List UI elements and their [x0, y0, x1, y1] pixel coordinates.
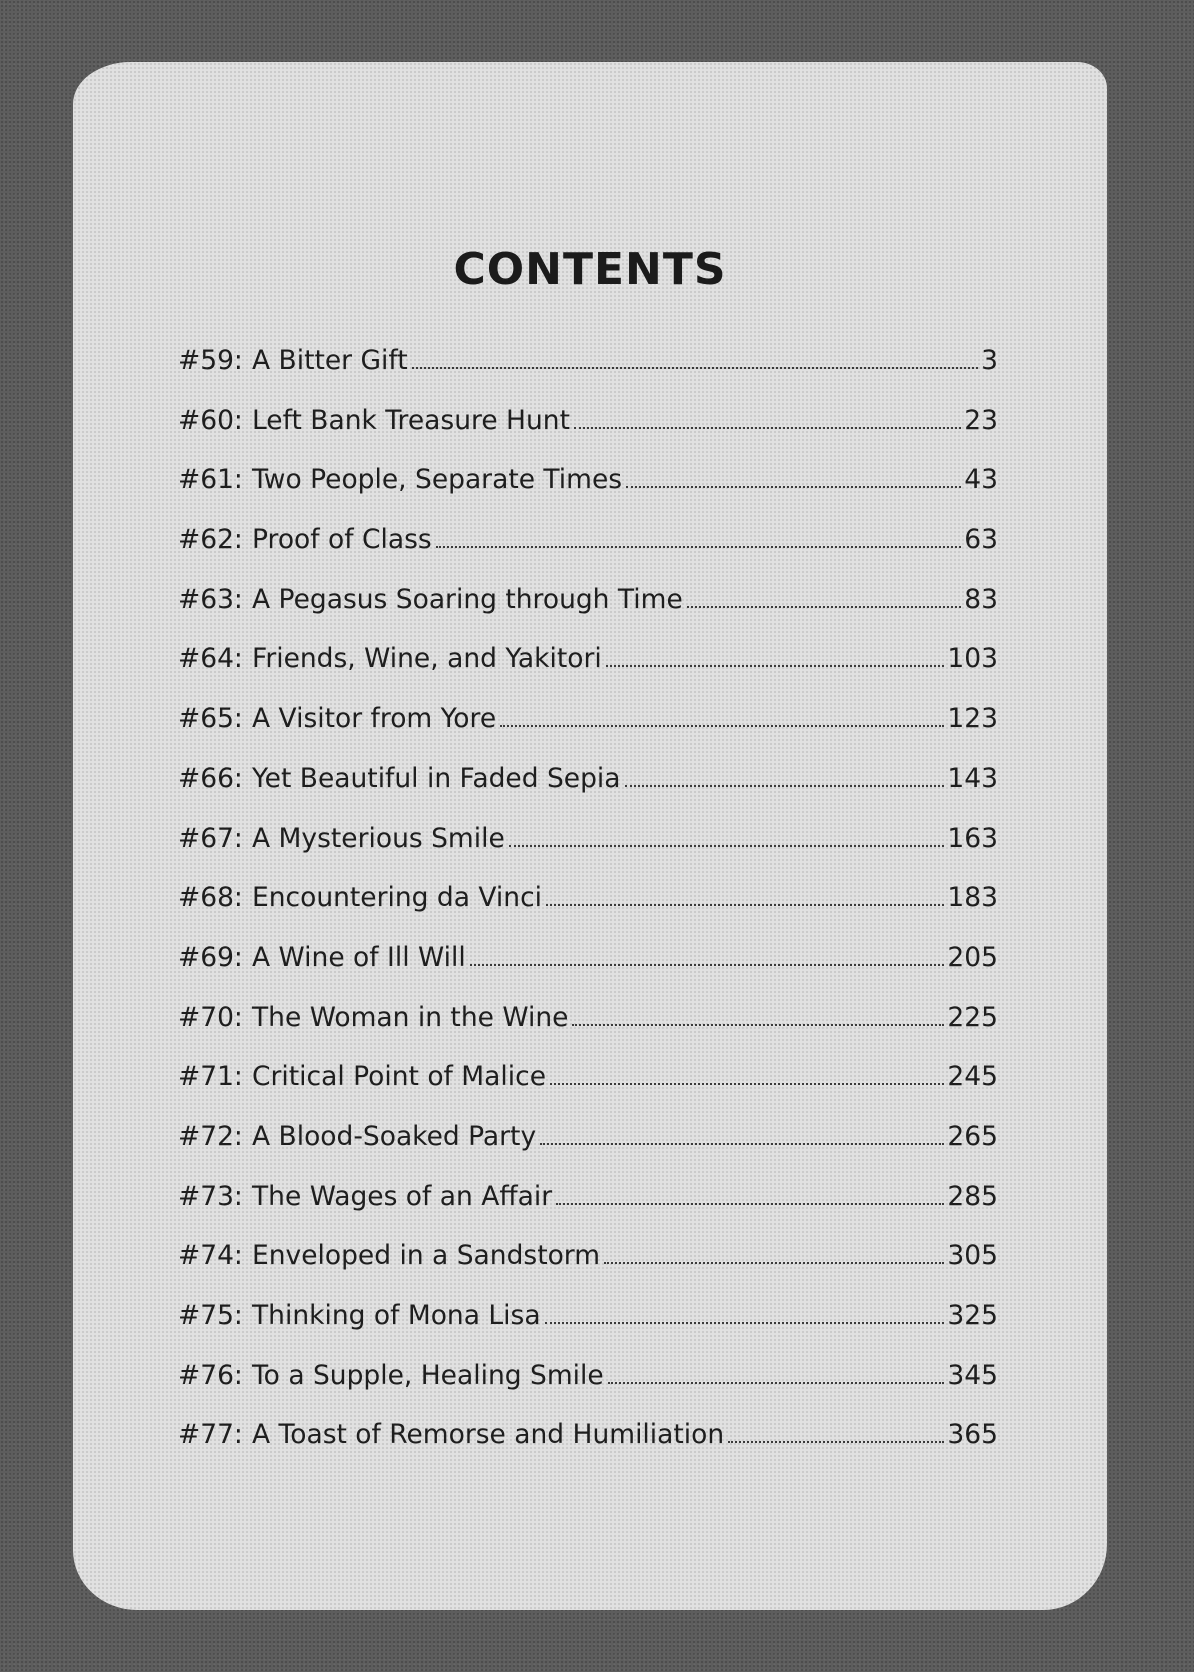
contents-entry: [178, 1419, 998, 1479]
page-number: 23: [964, 404, 998, 436]
contents-panel: [73, 62, 1107, 1610]
chapter-title: To a Supple, Healing Smile: [252, 1359, 604, 1391]
page-number: 63: [964, 524, 998, 556]
dot-leader: [728, 1440, 944, 1443]
dot-leader: [604, 1261, 944, 1264]
chapter-title: A Bitter Gift: [252, 345, 408, 376]
page-number: 3: [981, 345, 998, 376]
contents-entry: [178, 763, 998, 823]
contents-entry: [178, 1181, 998, 1241]
contents-entry: [178, 345, 998, 405]
chapter-title: A Wine of Ill Will: [252, 941, 466, 973]
contents-entry: [178, 405, 998, 465]
chapter-number: #60:: [178, 404, 243, 436]
dot-leader: [545, 1321, 945, 1324]
contents-entry: [178, 1240, 998, 1300]
dot-leader: [687, 605, 962, 608]
contents-entry: [178, 1002, 998, 1062]
chapter-number: #62:: [178, 524, 243, 556]
contents-entry: [178, 703, 998, 763]
chapter-number: #74:: [178, 1240, 243, 1272]
dot-leader: [572, 1023, 944, 1026]
chapter-number: #77:: [178, 1419, 243, 1451]
page-number: 305: [947, 1240, 998, 1272]
contents-list: [178, 345, 998, 1479]
page-number: 183: [947, 882, 998, 914]
chapter-number: #64:: [178, 643, 243, 675]
chapter-title: The Wages of an Affair: [252, 1180, 553, 1212]
page-number: 163: [947, 822, 998, 854]
contents-entry: [178, 882, 998, 942]
chapter-title: Critical Point of Malice: [252, 1061, 546, 1093]
chapter-title: Left Bank Treasure Hunt: [252, 404, 570, 436]
chapter-number: #59:: [178, 345, 243, 376]
chapter-title: Enveloped in a Sandstorm: [252, 1240, 601, 1272]
chapter-title: A Mysterious Smile: [252, 822, 505, 854]
chapter-number: #73:: [178, 1180, 243, 1212]
contents-entry: [178, 524, 998, 584]
chapter-number: #66:: [178, 762, 243, 794]
chapter-number: #76:: [178, 1359, 243, 1391]
page-number: 205: [947, 941, 998, 973]
chapter-title: The Woman in the Wine: [252, 1001, 569, 1033]
dot-leader: [550, 1082, 944, 1085]
chapter-title: Proof of Class: [252, 524, 432, 556]
dot-leader: [574, 426, 961, 429]
dot-leader: [470, 963, 945, 966]
chapter-number: #68:: [178, 882, 243, 914]
chapter-title: A Visitor from Yore: [252, 703, 497, 735]
chapter-number: #67:: [178, 822, 243, 854]
chapter-title: Two People, Separate Times: [252, 464, 623, 496]
chapter-number: #70:: [178, 1001, 243, 1033]
dot-leader: [626, 485, 961, 488]
chapter-number: #72:: [178, 1120, 243, 1152]
page-number: 245: [947, 1061, 998, 1093]
contents-entry: [178, 1360, 998, 1420]
dot-leader: [412, 366, 978, 369]
chapter-number: #65:: [178, 703, 243, 735]
chapter-title: Friends, Wine, and Yakitori: [252, 643, 602, 675]
page-number: 365: [947, 1419, 998, 1451]
page-number: 325: [947, 1300, 998, 1331]
page-number: 123: [947, 703, 998, 735]
contents-entry: [178, 823, 998, 883]
dot-leader: [608, 1381, 945, 1384]
chapter-title: Thinking of Mona Lisa: [252, 1300, 541, 1331]
chapter-title: A Pegasus Soaring through Time: [252, 583, 683, 615]
dot-leader: [500, 724, 944, 727]
dot-leader: [606, 664, 945, 667]
page-number: 265: [947, 1120, 998, 1152]
page-number: 225: [947, 1001, 998, 1033]
contents-entry: [178, 643, 998, 703]
page-number: 83: [964, 583, 998, 615]
dot-leader: [509, 844, 945, 847]
chapter-number: #69:: [178, 941, 243, 973]
dot-leader: [625, 784, 945, 787]
contents-entry: [178, 1061, 998, 1121]
chapter-title: Encountering da Vinci: [252, 882, 543, 914]
chapter-number: #71:: [178, 1061, 243, 1093]
page-number: 43: [964, 464, 998, 496]
page-number: 103: [947, 643, 998, 675]
contents-entry: [178, 464, 998, 524]
chapter-number: #75:: [178, 1300, 243, 1331]
contents-entry: [178, 1121, 998, 1181]
chapter-title: A Toast of Remorse and Humiliation: [252, 1419, 725, 1451]
page-title: CONTENTS: [453, 244, 727, 295]
contents-entry: [178, 942, 998, 1002]
dot-leader: [556, 1202, 944, 1205]
dot-leader: [546, 903, 944, 906]
dot-leader: [436, 545, 962, 548]
chapter-number: #61:: [178, 464, 243, 496]
chapter-title: Yet Beautiful in Faded Sepia: [252, 762, 621, 794]
chapter-title: A Blood-Soaked Party: [252, 1120, 537, 1152]
contents-entry: [178, 1300, 998, 1360]
dot-leader: [540, 1142, 944, 1145]
page-number: 285: [947, 1180, 998, 1212]
page-number: 345: [947, 1359, 998, 1391]
page-number: 143: [947, 762, 998, 794]
chapter-number: #63:: [178, 583, 243, 615]
contents-entry: [178, 584, 998, 644]
